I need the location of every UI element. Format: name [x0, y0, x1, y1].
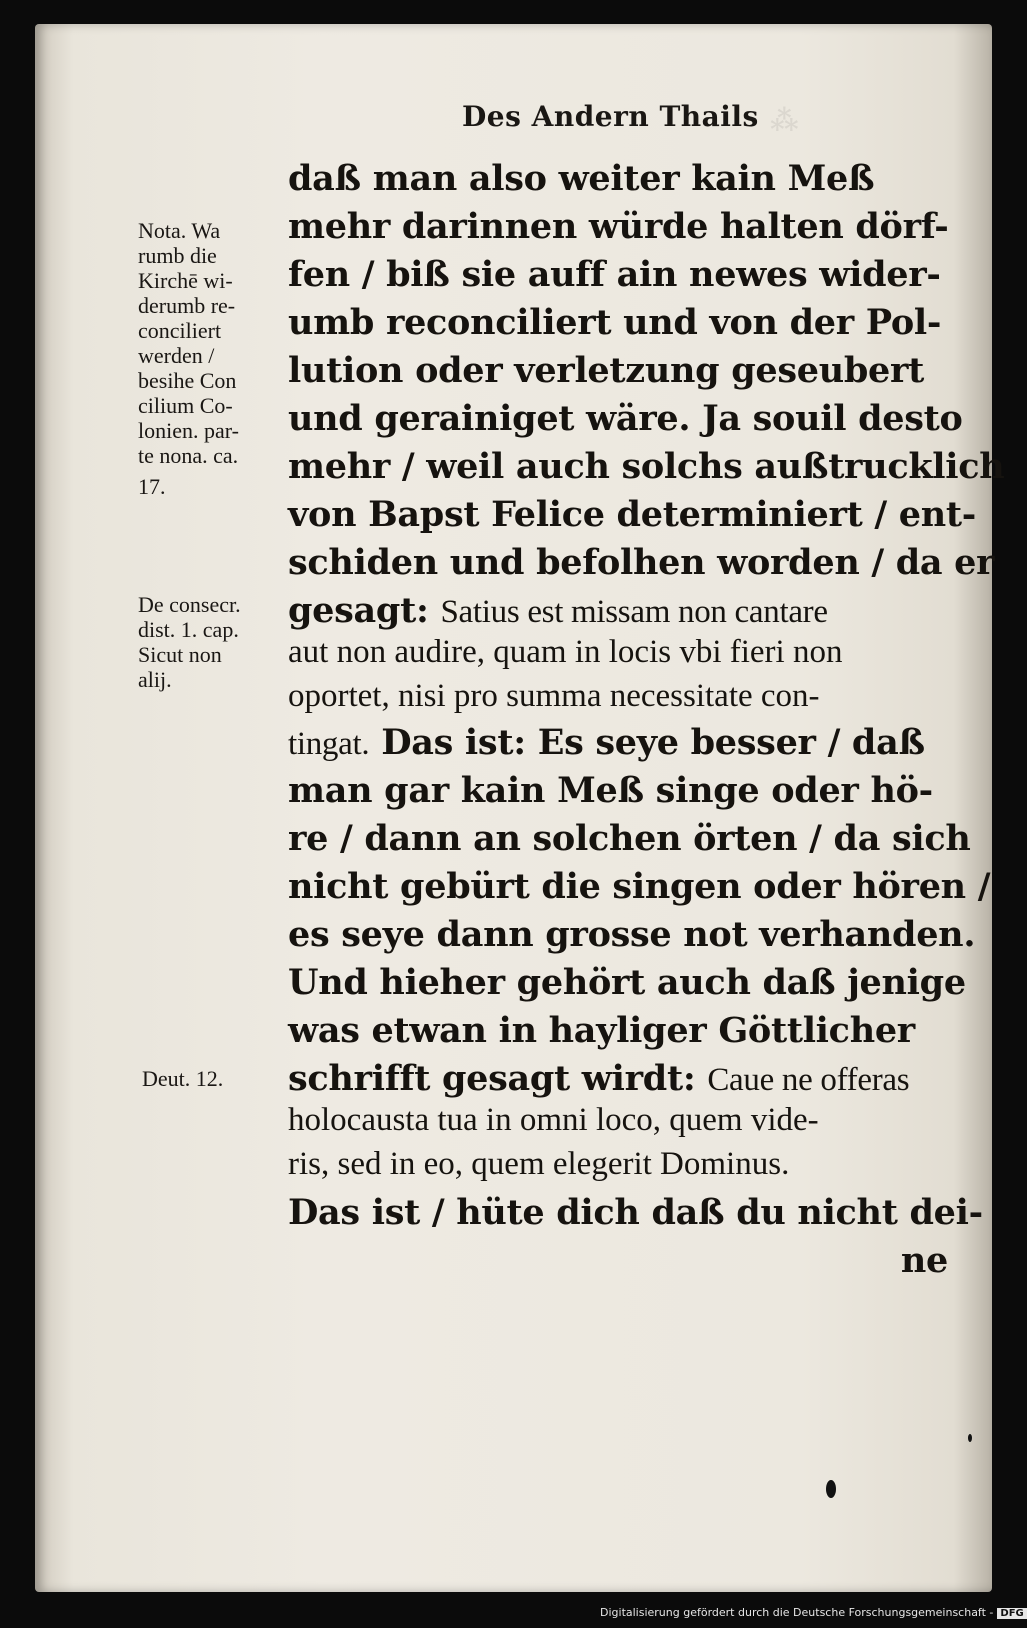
- text-line: es seye dann grosse not verhanden.: [288, 914, 976, 955]
- latin-segment: Satius est missam non cantare: [440, 594, 828, 630]
- latin-segment: Caue ne offeras: [707, 1062, 910, 1098]
- fraktur-segment: schrifft gesagt wirdt:: [288, 1058, 696, 1099]
- marginal-line: Deut. 12.: [142, 1066, 224, 1091]
- text-line: nicht gebürt die singen oder hören /: [288, 866, 991, 907]
- marginal-line: alij.: [138, 667, 172, 692]
- marginal-line: conciliert: [138, 318, 222, 343]
- text-line: Das ist / hüte dich daß du nicht dei-: [288, 1192, 983, 1233]
- text-line-mixed: [288, 1058, 909, 1099]
- text-line: mehr / weil auch solchs außtrucklich: [288, 446, 1005, 487]
- text-line: re / dann an solchen örten / da sich: [288, 818, 971, 859]
- marginal-line: te nona. ca.: [138, 443, 239, 468]
- text-line: mehr darinnen würde halten dörf-: [288, 206, 949, 247]
- catchword: ne: [900, 1240, 948, 1281]
- marginal-line: dist. 1. cap.: [138, 617, 239, 642]
- text-line-mixed: [288, 722, 925, 763]
- text-line: schiden und befolhen worden / da er: [288, 542, 995, 583]
- latin-line: oportet, nisi pro summa necessitate con-: [288, 678, 820, 714]
- marginal-line: Kirchē wi-: [138, 268, 233, 293]
- marginal-line: rumb die: [138, 243, 217, 268]
- marginal-note: [138, 218, 278, 499]
- text-line: daß man also weiter kain Meß: [288, 158, 875, 199]
- fraktur-segment: gesagt:: [288, 590, 429, 631]
- latin-line: aut non audire, quam in locis vbi fieri non: [288, 634, 843, 670]
- marginal-line: cilium Co-: [138, 393, 233, 418]
- text-line: von Bapst Felice determiniert / ent-: [288, 494, 976, 535]
- text-line-mixed: [288, 590, 828, 631]
- text-line: was etwan in hayliger Göttlicher: [288, 1010, 915, 1051]
- ink-speck: [826, 1480, 836, 1498]
- bleed-through-shadow: ⁂: [770, 104, 799, 137]
- marginal-line: lonien. par-: [138, 418, 239, 443]
- marginal-line: Sicut non: [138, 642, 222, 667]
- fraktur-segment: Das ist: Es seye besser / daß: [381, 722, 925, 763]
- marginal-line: De consecr.: [138, 592, 241, 617]
- marginal-line: werden /: [138, 343, 215, 368]
- text-line: man gar kain Meß singe oder hö-: [288, 770, 933, 811]
- marginal-line: 17.: [138, 474, 166, 499]
- marginal-line: besihe Con: [138, 368, 237, 393]
- marginal-line: derumb re-: [138, 293, 236, 318]
- marginal-note: [138, 592, 278, 692]
- dfg-logo: DFG: [997, 1608, 1026, 1619]
- text-line: lution oder verletzung geseubert: [288, 350, 925, 391]
- text-line: und gerainiget wäre. Ja souil desto: [288, 398, 963, 439]
- marginal-note: [142, 1066, 282, 1091]
- text-line: fen / biß sie auff ain newes wider-: [288, 254, 941, 295]
- credit-text: Digitalisierung gefördert durch die Deutsche Forschungsgemeinschaft -: [600, 1606, 994, 1619]
- text-line: Und hieher gehört auch daß jenige: [288, 962, 966, 1003]
- latin-line: ris, sed in eo, quem elegerit Dominus.: [288, 1146, 790, 1182]
- running-head: Des Andern Thails: [462, 100, 759, 133]
- ink-speck: [968, 1434, 972, 1442]
- text-line: umb reconciliert und von der Pol-: [288, 302, 942, 343]
- latin-segment: tingat.: [288, 726, 370, 762]
- digitization-credit: [600, 1606, 1027, 1619]
- marginal-line: Nota. Wa: [138, 218, 221, 243]
- latin-line: holocausta tua in omni loco, quem vide-: [288, 1102, 819, 1138]
